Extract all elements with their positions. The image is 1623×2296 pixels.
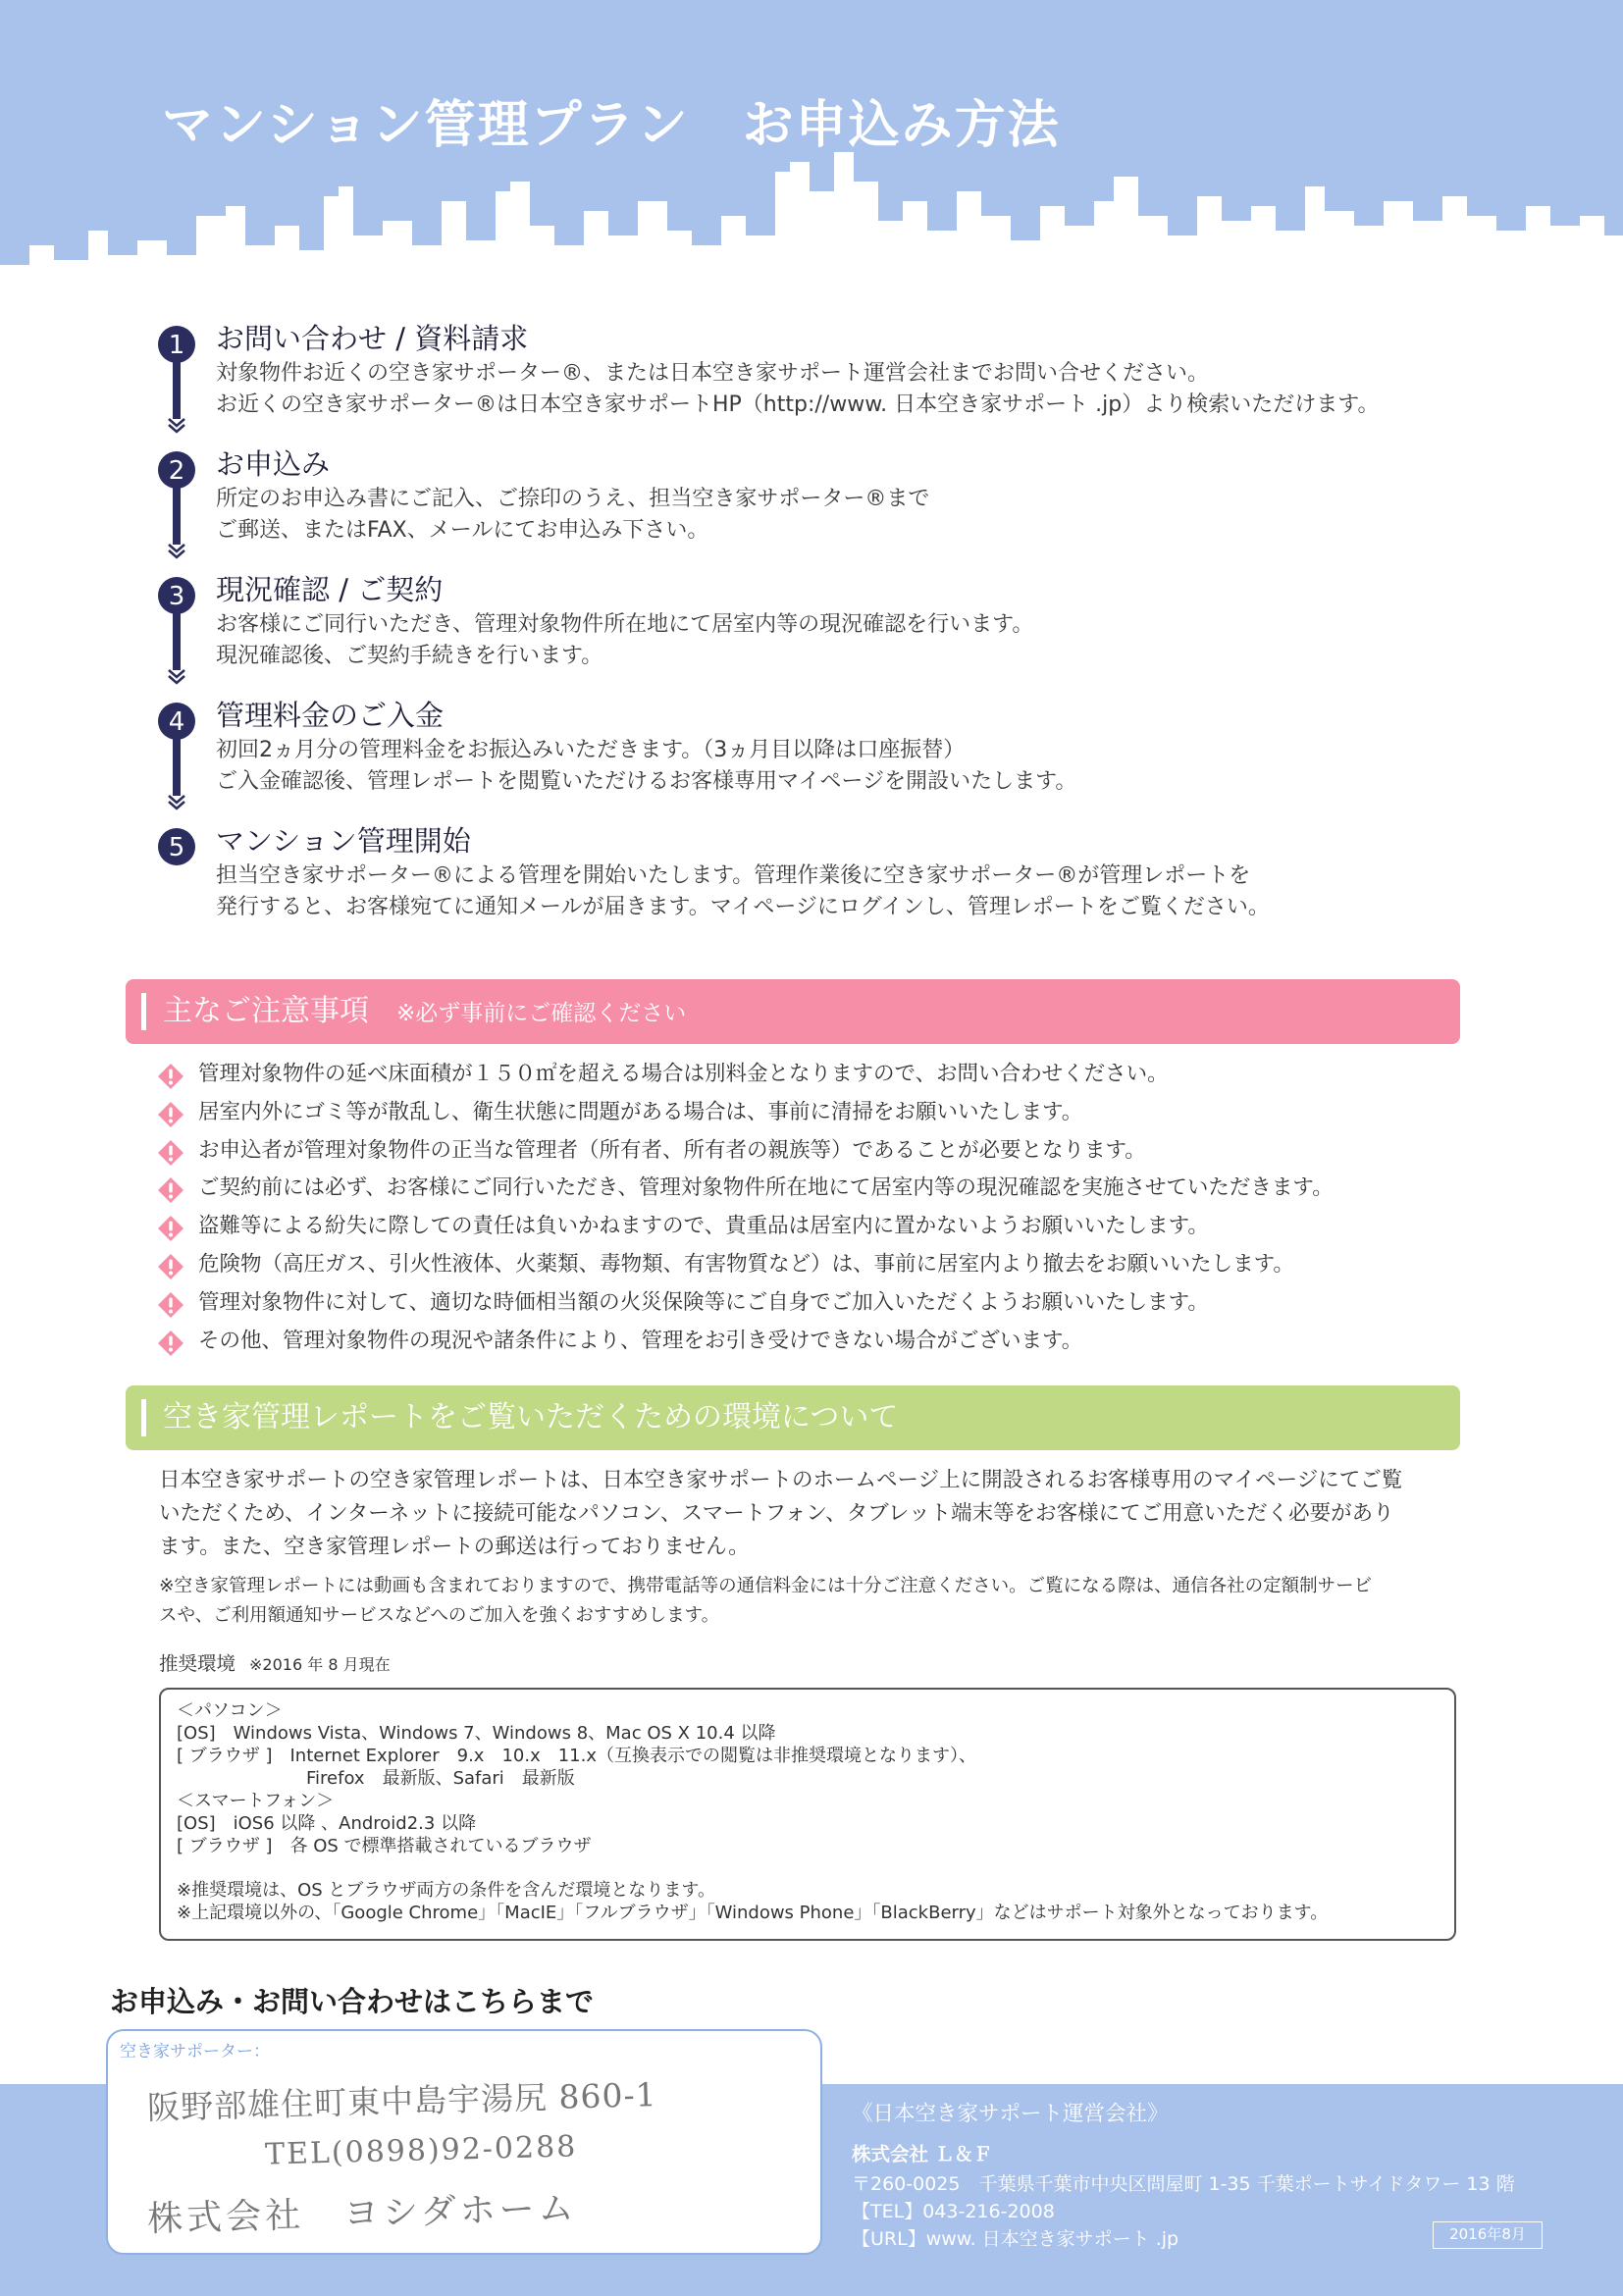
step-text: お近くの空き家サポーター®は日本空き家サポートHP（http://www. 日本空き家サポート .jp）より検索いただけます。 — [216, 392, 1380, 417]
company-phone: 【TEL】043-216-2008 — [852, 2201, 1055, 2222]
paragraph-line: 日本空き家サポートの空き家管理レポートは、日本空き家サポートのホームページ上に開設されるお客様専用のマイページにてご覧 — [159, 1468, 1403, 1492]
notice-text: お申込者が管理対象物件の正当な管理者（所有者、所有者の親族等）であることが必要となります。 — [198, 1137, 1146, 1163]
list-item — [157, 1094, 1472, 1132]
step-number-marker — [157, 576, 196, 686]
paragraph-line: ます。また、空き家管理レポートの郵送は行っておりません。 — [159, 1535, 750, 1559]
warning-icon — [157, 1176, 184, 1204]
notice-text: 管理対象物件の延べ床面積が１５０㎡を超える場合は別料金となりますので、お問い合わせください。 — [198, 1062, 1169, 1086]
warning-icon — [157, 1253, 184, 1280]
step-text: ご郵送、またはFAX、メールにてお申込み下さい。 — [216, 518, 709, 543]
notices-list — [157, 1056, 1472, 1360]
warning-icon — [157, 1330, 184, 1357]
step-text: お客様にご同行いただき、管理対象物件所在地にて居室内等の現況確認を行います。 — [216, 612, 1034, 637]
warning-icon — [157, 1139, 184, 1167]
env-line: [OS] iOS6 以降 、Android2.3 以降 — [177, 1813, 477, 1834]
env-line: ＜パソコン＞ — [177, 1700, 283, 1721]
company-corp-name: 株式会社 Ｌ＆Ｆ — [852, 2143, 993, 2166]
issue-date-badge: 2016年8月 — [1433, 2221, 1543, 2249]
paragraph-line: いただくため、インターネットに接続可能なパソコン、スマートフォン、タブレット端末等をお客様にてご用意いただく必要があり — [159, 1501, 1394, 1526]
step-3 — [157, 570, 1472, 696]
step-1 — [157, 319, 1472, 444]
notices-title: 主なご注意事項 — [163, 994, 369, 1028]
env-line: ＜スマートフォン＞ — [177, 1791, 335, 1811]
page-title: マンション管理プラン お申込み方法 — [162, 96, 1061, 155]
step-text: 現況確認後、ご契約手続きを行います。 — [216, 644, 603, 668]
application-steps — [157, 319, 1472, 947]
section-accent-line — [141, 993, 146, 1030]
list-item — [157, 1132, 1472, 1171]
stamp-phone: TEL(0898)92-0288 — [264, 2129, 578, 2172]
step-title: マンション管理開始 — [216, 824, 471, 858]
step-title: お申込み — [216, 447, 331, 481]
notice-text: 危険物（高圧ガス、引火性液体、火薬類、毒物類、有害物質など）は、事前に居室内より撤去をお願いいたします。 — [198, 1251, 1294, 1277]
env-line: Firefox 最新版、Safari 最新版 — [306, 1768, 575, 1789]
env-line: [ ブラウザ ] 各 OS で標準搭載されているブラウザ — [177, 1836, 592, 1856]
recommended-environment-box — [159, 1688, 1456, 1941]
step-number: 3 — [168, 582, 185, 611]
stamp-address: 阪野部雄住町東中島宇湯尻 860-1 — [146, 2075, 658, 2127]
step-number-marker — [157, 325, 196, 435]
list-item — [157, 1284, 1472, 1323]
list-item — [157, 1056, 1472, 1094]
contact-heading: お申込み・お問い合わせはこちらまで — [110, 1985, 595, 2018]
stamp-company: 株式会社 ヨシダホーム — [146, 2188, 579, 2240]
step-2 — [157, 444, 1472, 570]
environment-caution-note — [159, 1572, 1464, 1631]
environment-description — [159, 1464, 1464, 1564]
step-4 — [157, 696, 1472, 821]
company-heading: 《日本空き家サポート運営会社》 — [852, 2102, 1169, 2126]
warning-icon — [157, 1101, 184, 1128]
step-number-marker — [157, 827, 196, 937]
warning-icon — [157, 1215, 184, 1242]
note-line: ※空き家管理レポートには動画も含まれておりますので、携帯電話等の通信料金には十分ご注意ください。ご覧になる際は、通信各社の定額制サービ — [159, 1576, 1373, 1596]
recommended-environment-label — [159, 1648, 391, 1676]
step-5 — [157, 821, 1472, 947]
notice-text: ご契約前には必ず、お客様にご同行いただき、管理対象物件所在地にて居室内等の現況確認を実施させていただきます。 — [198, 1175, 1334, 1201]
page-header — [0, 0, 1623, 314]
warning-icon — [157, 1291, 184, 1319]
env-line: ※推奨環境は、OS とブラウザ両方の条件を含んだ環境となります。 — [177, 1880, 715, 1901]
recommended-label: 推奨環境 — [159, 1652, 236, 1675]
supporter-stamp-box — [106, 2029, 822, 2255]
step-text: 対象物件お近くの空き家サポーター®、または日本空き家サポート運営会社までお問い合せください。 — [216, 361, 1210, 386]
step-number: 5 — [168, 833, 185, 862]
city-skyline-illustration — [0, 147, 1623, 314]
list-item — [157, 1170, 1472, 1208]
step-number-marker — [157, 702, 196, 811]
environment-title: 空き家管理レポートをご覧いただくための環境について — [163, 1400, 899, 1435]
list-item — [157, 1208, 1472, 1246]
step-text: 発行すると、お客様宛てに通知メールが届きます。マイページにログインし、管理レポートをご覧ください。 — [216, 895, 1270, 919]
company-address: 〒260-0025 千葉県千葉市中央区問屋町 1-35 千葉ポートサイドタワー 13 階 — [852, 2173, 1515, 2195]
environment-section-header — [126, 1385, 1460, 1450]
supporter-label: 空き家サポーター： — [120, 2042, 270, 2061]
env-line: [OS] Windows Vista、Windows 7、Windows 8、Mac OS X 10.4 以降 — [177, 1723, 776, 1744]
notices-subtitle: ※必ず事前にご確認ください — [396, 1001, 687, 1026]
step-text: ご入金確認後、管理レポートを閲覧いただけるお客様専用マイページを開設いたします。 — [216, 769, 1077, 794]
notice-text: その他、管理対象物件の現況や諸条件により、管理をお引き受けできない場合がございます。 — [198, 1328, 1083, 1353]
notice-text: 居室内外にゴミ等が散乱し、衛生状態に問題がある場合は、事前に清掃をお願いいたします。 — [198, 1099, 1083, 1124]
step-text: 所定のお申込み書にご記入、ご捺印のうえ、担当空き家サポーター®まで — [216, 487, 930, 511]
company-url: 【URL】www. 日本空き家サポート .jp — [852, 2228, 1179, 2250]
step-text: 初回2ヵ月分の管理料金をお振込みいただきます。（3ヵ月目以降は口座振替） — [216, 738, 966, 762]
step-title: 現況確認 / ご契約 — [216, 573, 444, 606]
note-line: スや、ご利用額通知サービスなどへのご加入を強くおすすめします。 — [159, 1605, 720, 1626]
notice-text: 管理対象物件に対して、適切な時価相当額の火災保険等にご自身でご加入いただくようお願いいたします。 — [198, 1289, 1209, 1315]
step-number-marker — [157, 450, 196, 560]
step-title: お問い合わせ / 資料請求 — [216, 322, 529, 355]
notice-text: 盗難等による紛失に際しての責任は負いかねますので、貴重品は居室内に置かないようお願いいたします。 — [198, 1214, 1209, 1239]
list-item — [157, 1246, 1472, 1284]
notices-section-header — [126, 979, 1460, 1044]
as-of-date: ※2016 年 8 月現在 — [249, 1655, 391, 1674]
warning-icon — [157, 1063, 184, 1090]
env-line: [ ブラウザ ] Internet Explorer 9.x 10.x 11.x（互換表示での閲覧は非推奨環境となります）、 — [177, 1746, 977, 1766]
step-title: 管理料金のご入金 — [216, 699, 445, 732]
env-line: ※上記環境以外の、「Google Chrome」「MacIE」「フルブラウザ」「Windows Phone」「BlackBerry」などはサポート対象外となっております。 — [177, 1903, 1329, 1923]
step-text: 担当空き家サポーター®による管理を開始いたします。管理作業後に空き家サポーター®が管理レポートを — [216, 863, 1251, 888]
list-item — [157, 1323, 1472, 1361]
section-accent-line — [141, 1399, 146, 1436]
step-number: 2 — [168, 456, 185, 486]
step-number: 1 — [168, 331, 185, 360]
step-number: 4 — [168, 707, 185, 737]
